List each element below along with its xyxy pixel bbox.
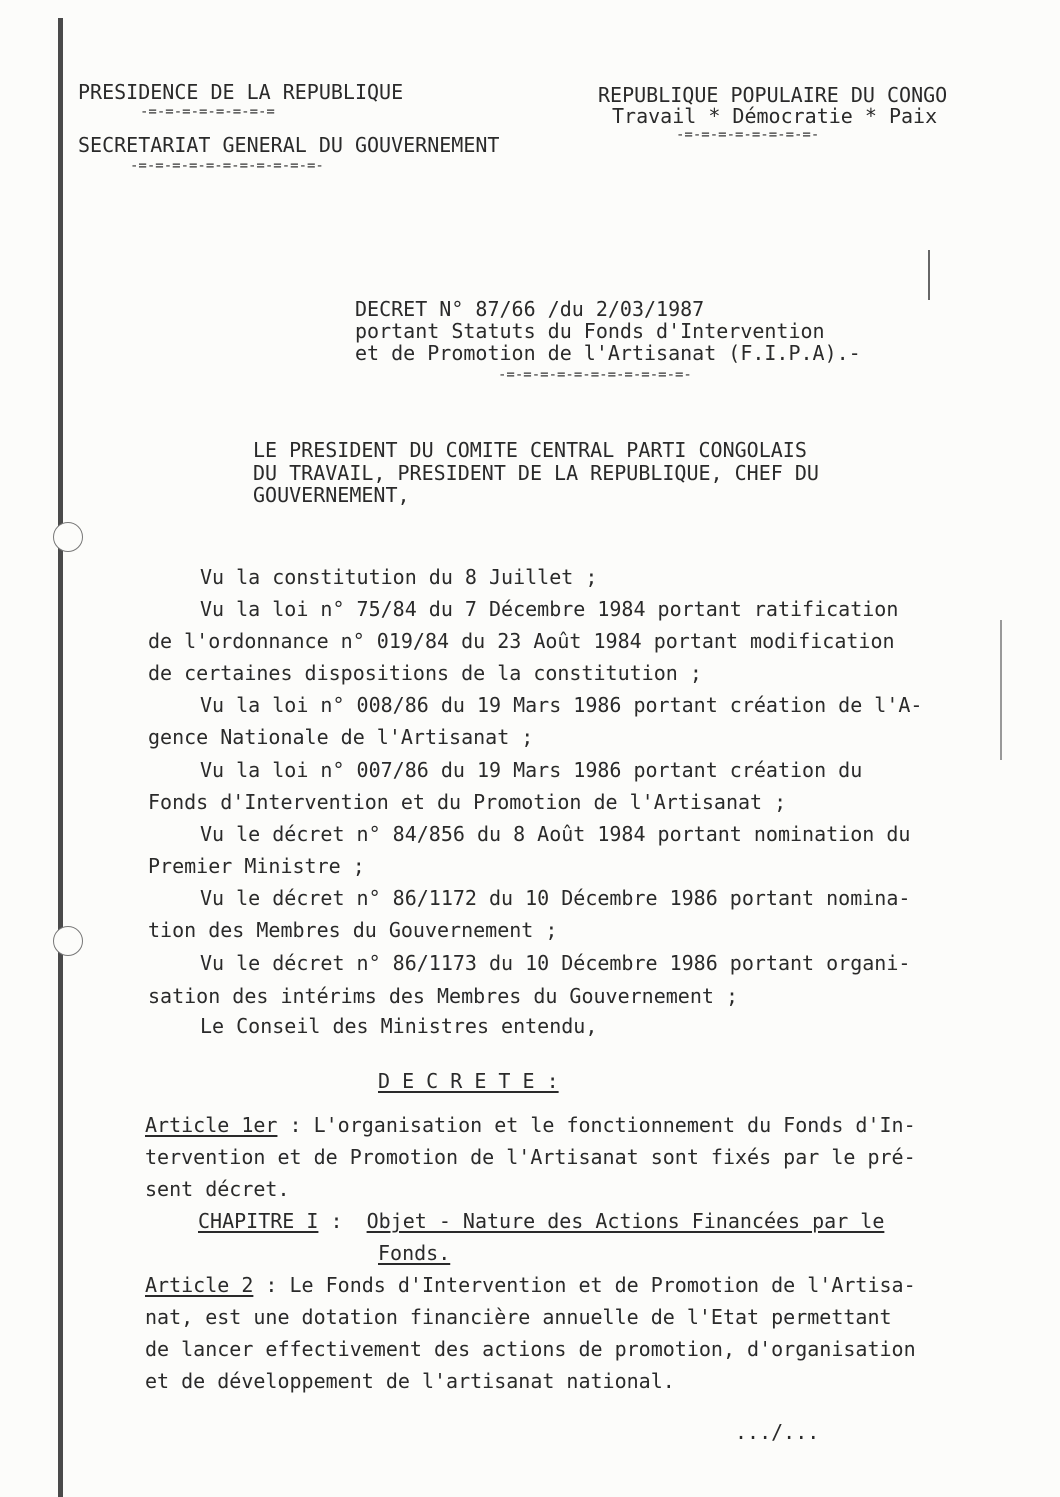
article-2-line (145, 1273, 916, 1297)
article-1-line: tervention et de Promotion de l'Artisanat sont fixés par le pré- (145, 1145, 916, 1169)
decree-subject: portant Statuts du Fonds d'Intervention (355, 319, 825, 343)
decrete-heading: D E C R E T E : (378, 1069, 559, 1093)
article-2-line: et de développement de l'artisanat national. (145, 1369, 675, 1393)
president-line: DU TRAVAIL, PRESIDENT DE LA REPUBLIQUE, CHEF DU (253, 461, 819, 485)
header-motto: Travail * Démocratie * Paix (612, 104, 938, 128)
article-2-text: : Le Fonds d'Intervention et de Promotion de l'Artisa- (253, 1273, 916, 1297)
president-line: LE PRESIDENT DU COMITE CENTRAL PARTI CONGOLAIS (253, 438, 807, 462)
article-1-line: sent décret. (145, 1177, 290, 1201)
decree-number: DECRET N° 87/66 /du 2/03/1987 (355, 297, 705, 321)
binding-strip (58, 18, 63, 1497)
visa-line: Vu la loi n° 75/84 du 7 Décembre 1984 portant ratification (200, 597, 899, 621)
chapitre-1-colon: : (318, 1209, 367, 1233)
chapitre-1-label: CHAPITRE I (198, 1209, 319, 1233)
punch-hole-bottom (53, 926, 83, 956)
scan-mark (1000, 620, 1002, 760)
visa-line: Vu la loi n° 007/86 du 19 Mars 1986 portant création du (200, 758, 863, 782)
visa-line: gence Nationale de l'Artisanat ; (148, 725, 534, 749)
article-1-label: Article 1er (145, 1113, 278, 1137)
visa-line: Vu le décret n° 84/856 du 8 Août 1984 portant nomination du (200, 822, 911, 846)
decree-subject: et de Promotion de l'Artisanat (F.I.P.A).- (355, 341, 861, 365)
article-1-text: : L'organisation et le fonctionnement du Fonds d'In- (277, 1113, 916, 1137)
chapitre-1-title: Fonds. (378, 1241, 451, 1265)
punch-hole-top (53, 522, 83, 552)
continuation-mark: .../... (735, 1420, 820, 1444)
article-2-line: nat, est une dotation financière annuelle de l'Etat permettant (145, 1305, 892, 1329)
chapitre-1-heading (198, 1209, 884, 1233)
visa-line: de l'ordonnance n° 019/84 du 23 Août 1984 portant modification (148, 629, 895, 653)
header-republique: REPUBLIQUE POPULAIRE DU CONGO (598, 83, 948, 107)
article-2-label: Article 2 (145, 1273, 254, 1297)
visa-line: tion des Membres du Gouvernement ; (148, 918, 558, 942)
visa-line: Vu le décret n° 86/1173 du 10 Décembre 1986 portant organi- (200, 951, 911, 975)
president-line: GOUVERNEMENT, (253, 483, 410, 507)
visa-line: de certaines dispositions de la constitution ; (148, 661, 702, 685)
visa-line: Le Conseil des Ministres entendu, (200, 1014, 598, 1038)
header-separator: -=-=-=-=-=-=-=-= (140, 104, 275, 120)
title-separator: -=-=-=-=-=-=-=-=-=-=-=- (498, 367, 692, 383)
header-separator: -=-=-=-=-=-=-=-=-=-=-=- (130, 158, 324, 174)
article-2-line: de lancer effectivement des actions de promotion, d'organisation (145, 1337, 916, 1361)
visa-line: Vu la loi n° 008/86 du 19 Mars 1986 portant création de l'A- (200, 693, 923, 717)
header-separator: -=-=-=-=-=-=-=-=- (676, 127, 820, 143)
visa-line: Fonds d'Intervention et du Promotion de l'Artisanat ; (148, 790, 787, 814)
visa-line: Vu le décret n° 86/1172 du 10 Décembre 1986 portant nomina- (200, 886, 911, 910)
chapitre-1-title: Objet - Nature des Actions Financées par le (366, 1209, 885, 1233)
article-1-line (145, 1113, 916, 1137)
visa-line: Premier Ministre ; (148, 854, 365, 878)
scan-mark (928, 250, 930, 300)
header-presidence: PRESIDENCE DE LA REPUBLIQUE (78, 80, 404, 104)
header-secretariat: SECRETARIAT GENERAL DU GOUVERNEMENT (78, 133, 500, 157)
visa-line: sation des intérims des Membres du Gouvernement ; (148, 984, 739, 1008)
visa-line: Vu la constitution du 8 Juillet ; (200, 565, 598, 589)
